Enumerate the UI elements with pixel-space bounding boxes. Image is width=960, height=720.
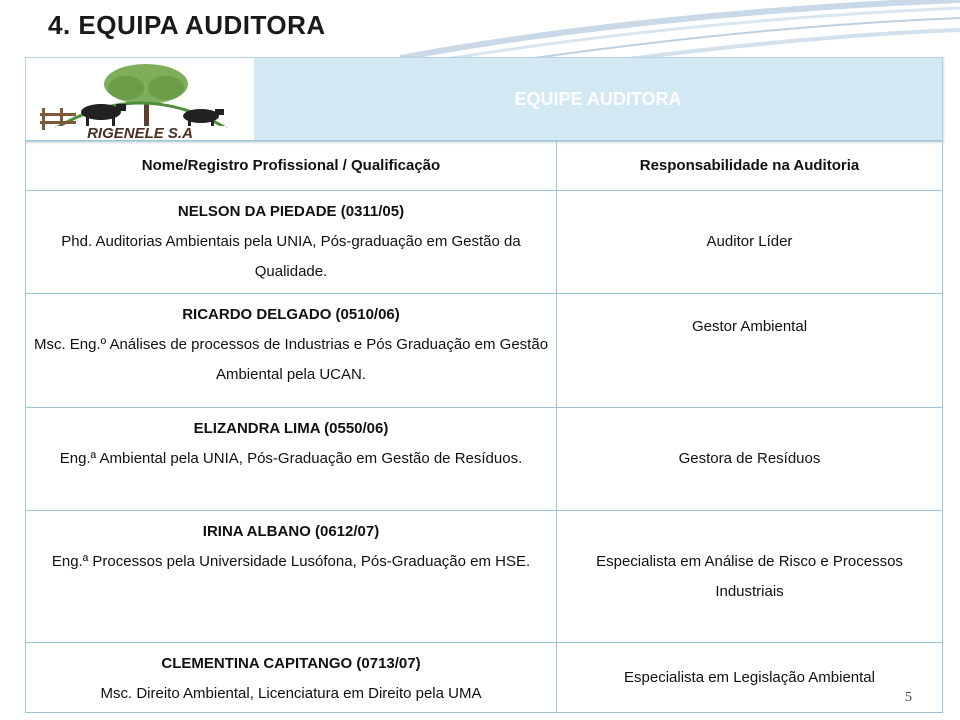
- member-name: NELSON DA PIEDADE (0311/05): [177, 203, 405, 220]
- company-logo: [26, 58, 254, 141]
- table-row: [26, 294, 943, 408]
- member-qualification: Phd. Auditorias Ambientais pela UNIA, Pós-graduação em Gestão da Qualidade.: [61, 233, 521, 280]
- page-number: 5: [905, 690, 912, 705]
- member-role: Especialista em Legislação Ambiental: [557, 643, 943, 713]
- member-role: Especialista em Análise de Risco e Processos Industriais: [557, 511, 943, 643]
- member-cell: [26, 408, 557, 511]
- table-banner: [25, 57, 943, 142]
- member-qualification: Eng.ª Processos pela Universidade Lusófona, Pós-Graduação em HSE.: [51, 553, 531, 570]
- member-role: Auditor Líder: [557, 191, 943, 294]
- member-name: IRINA ALBANO (0612/07): [202, 523, 380, 540]
- banner-title: EQUIPE AUDITORA: [514, 89, 682, 109]
- member-role: Gestora de Resíduos: [557, 408, 943, 511]
- member-name: ELIZANDRA LIMA (0550/06): [193, 420, 389, 437]
- member-cell: [26, 294, 557, 408]
- member-cell: [26, 191, 557, 294]
- member-qualification: Msc. Direito Ambiental, Licenciatura em Direito pela UMA: [100, 685, 482, 702]
- member-cell: [26, 643, 557, 713]
- table-row: [26, 191, 943, 294]
- member-name: CLEMENTINA CAPITANGO (0713/07): [161, 655, 421, 672]
- decorative-swoosh-lines: [400, 0, 960, 60]
- column-header-name: Nome/Registro Profissional / Qualificação: [26, 141, 557, 191]
- member-qualification: Eng.ª Ambiental pela UNIA, Pós-Graduação em Gestão de Resíduos.: [59, 450, 523, 467]
- member-role: Gestor Ambiental: [557, 294, 943, 408]
- slide-title: 4. EQUIPA AUDITORA: [48, 10, 326, 40]
- audit-team-table: [25, 140, 943, 713]
- column-header-responsibility: Responsabilidade na Auditoria: [557, 141, 943, 191]
- logo-text: RIGENELE S.A: [87, 125, 193, 141]
- table-row: [26, 511, 943, 643]
- table-row: [26, 408, 943, 511]
- table-row: [26, 643, 943, 713]
- member-name: RICARDO DELGADO (0510/06): [182, 306, 400, 323]
- farm-cattle-tree-logo-icon: [26, 58, 254, 141]
- member-qualification: Msc. Eng.º Análises de processos de Industrias e Pós Graduação em Gestão Ambiental pela UCAN.: [33, 336, 549, 383]
- member-cell: [26, 511, 557, 643]
